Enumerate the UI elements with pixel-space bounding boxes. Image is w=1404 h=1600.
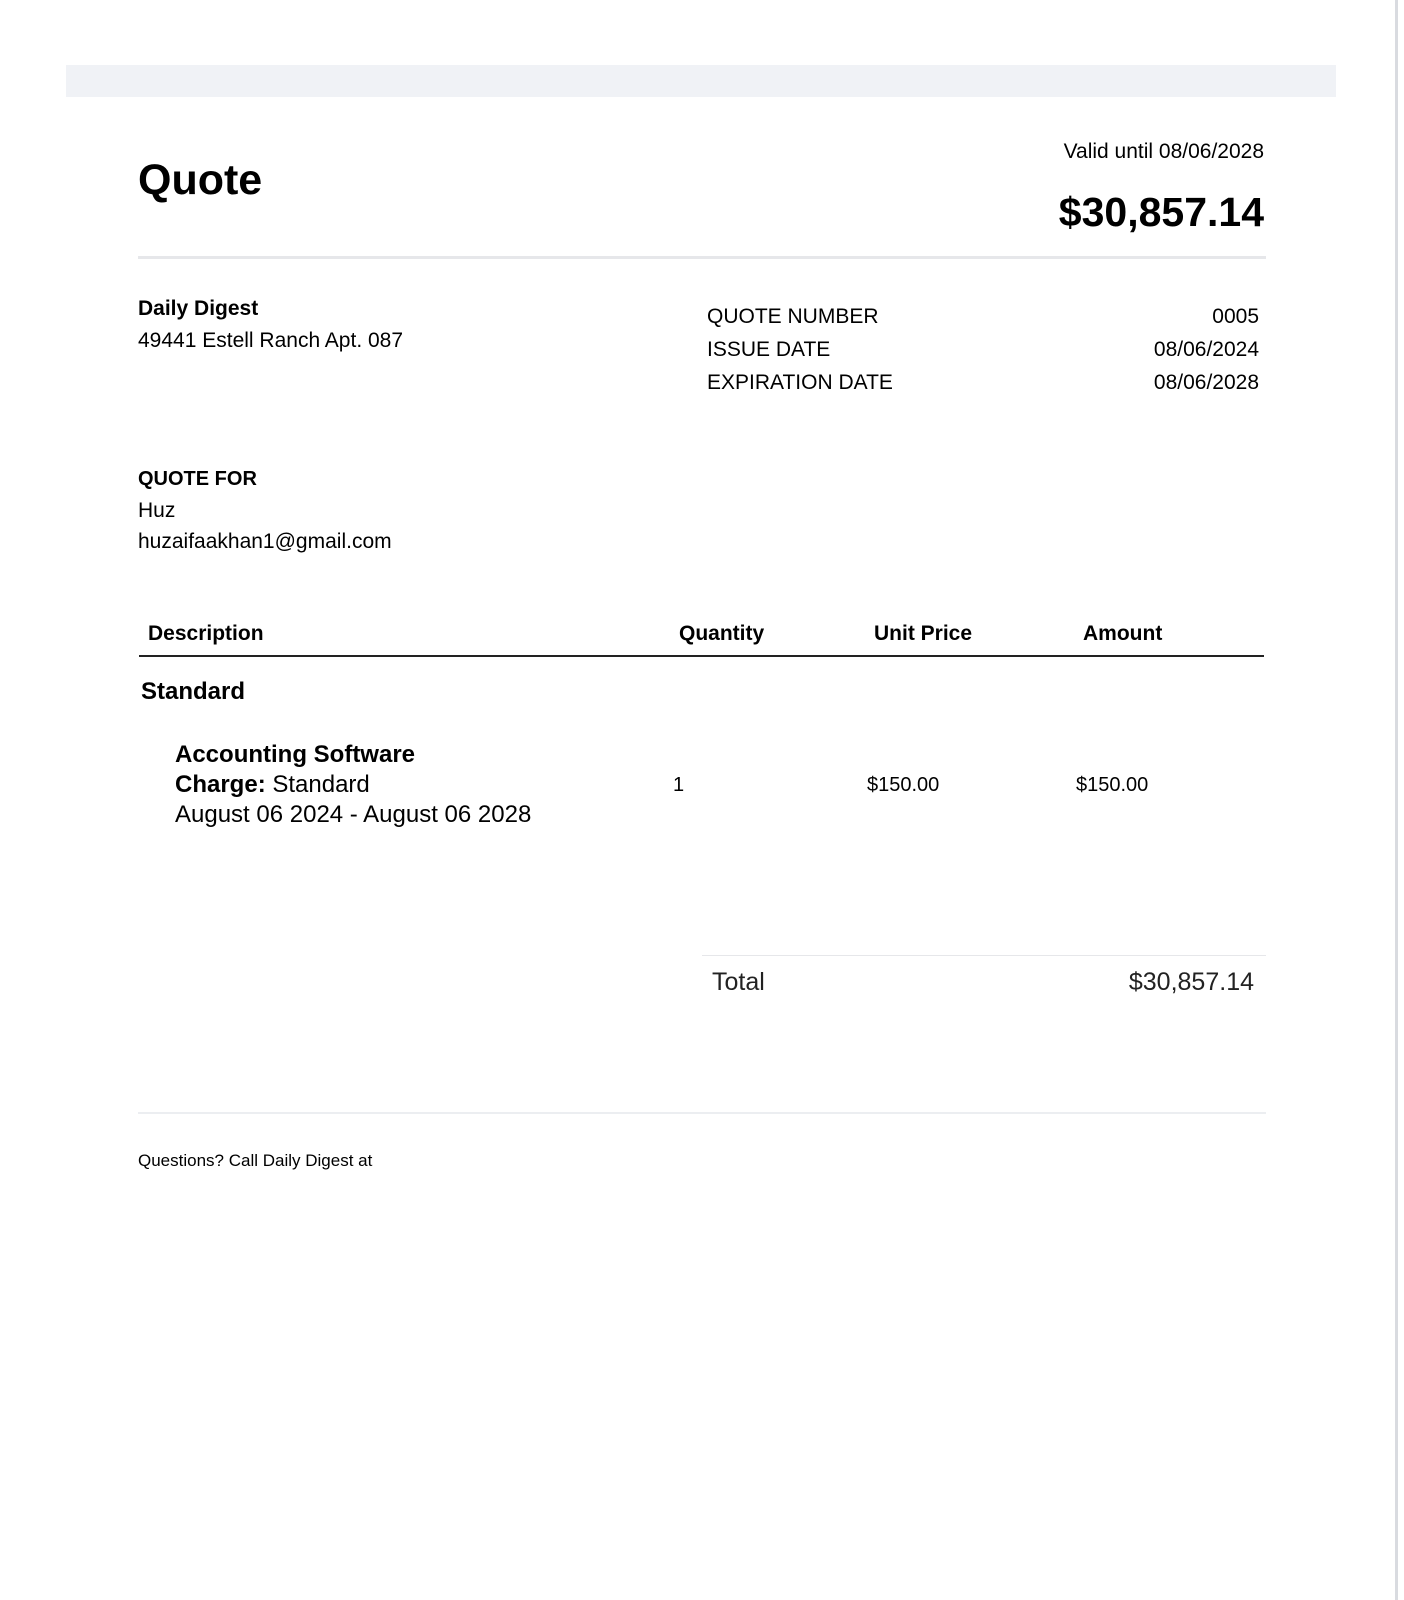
column-header-amount: Amount xyxy=(1083,622,1163,645)
total-value: $30,857.14 xyxy=(1128,968,1254,996)
table-header-divider xyxy=(139,655,1264,657)
footer-divider xyxy=(138,1112,1266,1114)
client-name: Huz xyxy=(138,499,176,522)
page-title: Quote xyxy=(138,156,263,204)
item-name: Accounting Software xyxy=(175,741,416,768)
column-header-quantity: Quantity xyxy=(679,622,765,645)
header-total-amount: $30,857.14 xyxy=(1058,189,1264,235)
valid-until-text: Valid until 08/06/2028 xyxy=(1063,140,1264,163)
top-bar xyxy=(66,65,1336,97)
item-charge xyxy=(175,770,370,800)
column-header-description: Description xyxy=(148,622,264,645)
meta-value: 0005 xyxy=(1212,305,1259,328)
client-email: huzaifaakhan1@gmail.com xyxy=(138,530,392,553)
footer-text: Questions? Call Daily Digest at xyxy=(138,1151,373,1170)
meta-label: ISSUE DATE xyxy=(707,338,831,361)
company-address: 49441 Estell Ranch Apt. 087 xyxy=(138,329,404,352)
column-header-unit-price: Unit Price xyxy=(874,622,973,645)
meta-label: EXPIRATION DATE xyxy=(707,371,893,394)
item-unit-price: $150.00 xyxy=(867,774,940,796)
company-name: Daily Digest xyxy=(138,297,259,320)
meta-value: 08/06/2024 xyxy=(1153,338,1259,361)
meta-row-issue-date xyxy=(707,335,1259,365)
total-label: Total xyxy=(712,968,765,996)
item-amount: $150.00 xyxy=(1076,774,1149,796)
meta-row-expiration-date xyxy=(707,368,1259,398)
item-quantity: 1 xyxy=(673,774,685,796)
meta-row-quote-number xyxy=(707,302,1259,332)
meta-label: QUOTE NUMBER xyxy=(707,305,879,328)
item-charge-label: Charge: xyxy=(175,771,266,798)
meta-value: 08/06/2028 xyxy=(1153,371,1259,394)
item-charge-value: Standard xyxy=(265,771,370,798)
line-item-group-name: Standard xyxy=(141,678,246,705)
total-divider xyxy=(702,955,1266,956)
page-edge xyxy=(1395,0,1398,1600)
quote-for-heading: QUOTE FOR xyxy=(138,468,257,490)
header-divider xyxy=(138,256,1266,259)
item-dates: August 06 2024 - August 06 2028 xyxy=(175,801,532,828)
